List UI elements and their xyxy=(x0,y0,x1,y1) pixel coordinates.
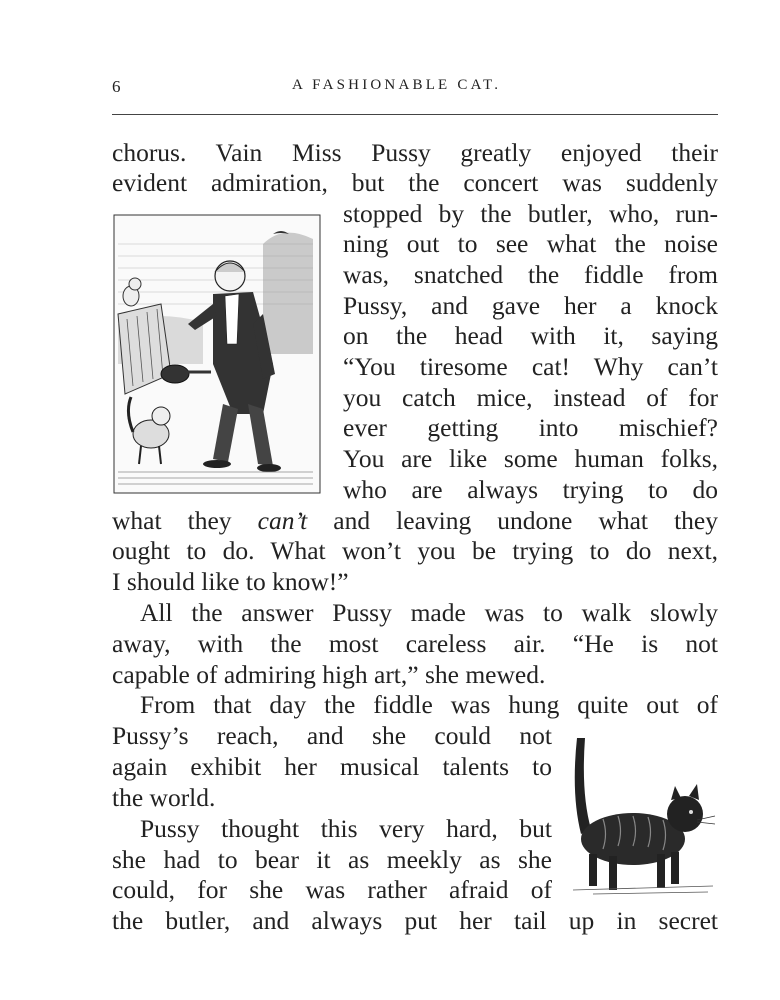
text-line: ever getting into mischief? xyxy=(343,413,718,442)
text-line: You are like some human folks, xyxy=(343,444,718,473)
header-rule xyxy=(112,114,718,115)
running-head: A FASHIONABLE CAT. xyxy=(292,77,502,93)
text-line: you catch mice, instead of for xyxy=(343,383,718,412)
text-line: again exhibit her musical talents to xyxy=(112,752,552,781)
text-line: From that day the fiddle was hung quite out of xyxy=(140,690,718,719)
walking-cat-illustration xyxy=(563,734,718,902)
text-line: All the answer Pussy made was to walk slowly xyxy=(140,598,718,627)
text-line: I should like to know!” xyxy=(112,567,349,596)
text-line: ning out to see what the noise xyxy=(343,229,718,258)
text-line: evident admiration, but the concert was suddenly xyxy=(112,168,718,197)
text-line: Pussy thought this very hard, but xyxy=(140,814,552,843)
text-line: stopped by the butler, who, run- xyxy=(343,199,718,228)
page-header xyxy=(112,77,718,97)
text-fragment: what they xyxy=(112,506,258,535)
text-line: the world. xyxy=(112,783,216,812)
text-line: was, snatched the fiddle from xyxy=(343,260,718,289)
text-line: capable of admiring high art,” she mewed. xyxy=(112,660,546,689)
text-line: she had to bear it as meekly as she xyxy=(112,845,552,874)
text-line: away, with the most careless air. “He is not xyxy=(112,629,718,658)
text-line: could, for she was rather afraid of xyxy=(112,875,552,904)
text-line: Pussy’s reach, and she could not xyxy=(112,721,552,750)
text-line xyxy=(112,506,718,536)
text-line: on the head with it, saying xyxy=(343,321,718,350)
text-line: ought to do. What won’t you be trying to do next, xyxy=(112,536,718,565)
butler-with-fiddle-illustration xyxy=(113,214,321,494)
page-number: 6 xyxy=(112,77,122,96)
emphasized-word: can’t xyxy=(257,506,308,535)
text-line: chorus. Vain Miss Pussy greatly enjoyed their xyxy=(112,138,718,167)
text-line: who are always trying to do xyxy=(343,475,718,504)
text-line: the butler, and always put her tail up in secret xyxy=(112,906,718,935)
text-fragment: and leaving undone what they xyxy=(307,506,718,535)
text-line: “You tiresome cat! Why can’t xyxy=(343,352,718,381)
text-line: Pussy, and gave her a knock xyxy=(343,291,718,320)
